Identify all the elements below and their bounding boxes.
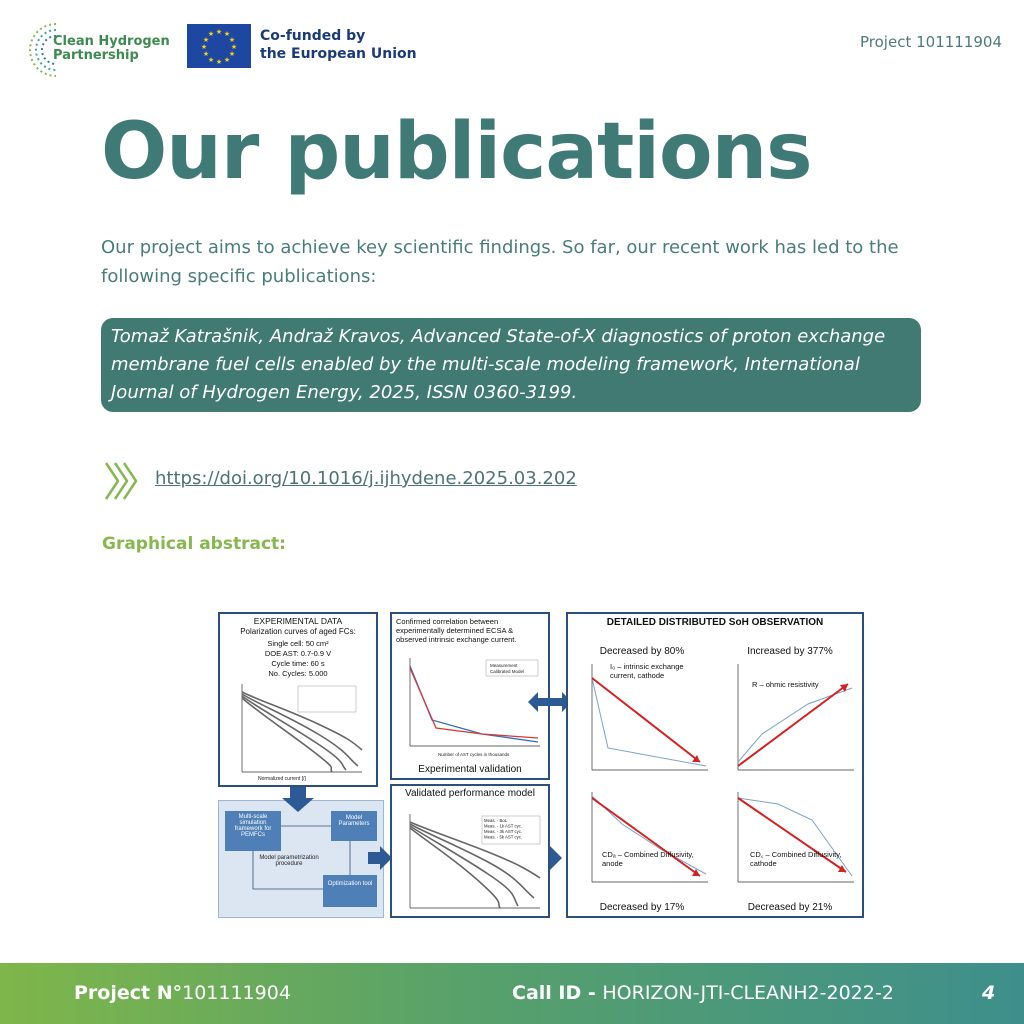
experimental-title: EXPERIMENTAL DATA (253, 616, 343, 626)
svg-text:★: ★ (202, 36, 210, 44)
eu-cofunded-text (260, 27, 417, 63)
svg-text:★: ★ (207, 30, 215, 38)
legend-meas-bol: Meas. - BoL (484, 818, 508, 823)
graphical-abstract-label: Graphical abstract: (102, 534, 286, 554)
legend-meas-1k: Meas. - 1k AST cyc. (484, 823, 523, 829)
legend-meas-5k: Meas. - 5k AST cyc. (484, 834, 523, 840)
experimental-bullet-1: Single cell: 50 cm² (267, 639, 329, 648)
legend-calibrated: Calibrated Model (490, 669, 525, 674)
soh-param-1: I₀ – intrinsic exchange current, cathode (610, 662, 684, 680)
soh-plot-3 (582, 790, 710, 890)
soh-panel (566, 612, 864, 918)
page-number: 4 (982, 982, 996, 1004)
framework-box: Multi-scale simulation framework for PEMFCs (225, 811, 281, 851)
partner-logo-line2: Partnership (53, 48, 139, 63)
experimental-subtitle: Polarization curves of aged FCs: (240, 627, 356, 636)
validated-model-panel (390, 784, 550, 918)
soh-title: DETAILED DISTRIBUTED SoH OBSERVATION (606, 617, 824, 628)
footer-project-number: 101111904 (182, 982, 291, 1004)
experimental-bullet-3: Cycle time: 60 s (271, 659, 325, 668)
citation-text: Tomaž Katrašnik, Andraž Kravos, Advanced State-of-X diagnostics of proton exchange membrane fuel cells enabled by the multi-scale modeling framework, International Journal of Hydrogen Energy, 2025, ISSN 0360-3199. (111, 326, 886, 403)
eu-flag-icon (187, 24, 251, 68)
svg-text:★: ★ (200, 43, 208, 51)
footer-call-value: HORIZON-JTI-CLEANH2-2022-2 (602, 982, 894, 1004)
citation-box (101, 318, 921, 412)
soh-param-2: R – ohmic resistivity (752, 680, 819, 689)
footer-project (74, 982, 291, 1004)
soh-change-3: Decreased by 17% (599, 902, 685, 913)
footer-call-id (512, 982, 894, 1004)
eu-stars (187, 24, 251, 68)
intro-paragraph: Our project aims to achieve key scientific findings. So far, our recent work has led to the following specific publications: (101, 237, 899, 287)
svg-text:★: ★ (215, 28, 223, 36)
partner-logo-line1: Clean Hydrogen (53, 34, 170, 49)
soh-change-4: Decreased by 21% (747, 902, 833, 913)
soh-param-3: CDₐ – Combined Diffusivity, anode (602, 850, 694, 868)
polar-x-label: Normalized current [/] (258, 776, 306, 782)
footer-call-label: Call ID - (512, 982, 603, 1004)
graphical-abstract (218, 612, 864, 920)
model-parameters-box: Model Parameters (331, 811, 377, 841)
validation-x-label: Number of AST cycles in thousands (438, 752, 510, 757)
svg-text:★: ★ (215, 58, 223, 66)
soh-change-2: Increased by 377% (747, 646, 833, 657)
soh-param-4: CD꜀ – Combined Diffusivity, cathode (750, 850, 842, 868)
chevrons-right-icon (103, 460, 143, 502)
clean-hydrogen-logo (28, 18, 178, 80)
svg-text:★: ★ (202, 50, 210, 58)
experimental-bullet-4: No. Cycles: 5.000 (268, 669, 328, 678)
svg-text:★: ★ (230, 43, 238, 51)
experimental-validation-label: Experimental validation (418, 764, 522, 775)
eu-text-line1: Co-funded by (260, 28, 366, 44)
partner-logo-text (53, 35, 170, 63)
procedure-label: Model parametrization procedure (259, 855, 319, 867)
project-label: Project 101111904 (860, 33, 1002, 51)
footer-project-label: Project N° (74, 982, 183, 1004)
experimental-bullet-2: DOE AST: 0.7-0.9 V (264, 649, 332, 658)
page-title: Our publications (101, 107, 812, 197)
svg-text:★: ★ (228, 36, 236, 44)
svg-text:★: ★ (223, 30, 231, 38)
svg-text:★: ★ (228, 50, 236, 58)
correlation-text: Confirmed correlation between experimentally determined ECSA & observed intrinsic exchange current. (396, 617, 517, 644)
optimization-tool-box: Optimization tool (323, 875, 377, 907)
soh-plot-4 (728, 790, 856, 890)
svg-text:★: ★ (207, 56, 215, 64)
soh-change-1: Decreased by 80% (599, 646, 685, 657)
legend-measurement: Measurement (490, 663, 518, 668)
svg-text:★: ★ (223, 56, 231, 64)
doi-link[interactable]: https://doi.org/10.1016/j.ijhydene.2025.03.202 (155, 468, 577, 489)
validated-model-label: Validated performance model (405, 788, 535, 799)
legend-meas-3k: Meas. - 3k AST cyc. (484, 829, 523, 834)
eu-text-line2: the European Union (260, 46, 417, 62)
validated-polar-plot (398, 812, 546, 916)
